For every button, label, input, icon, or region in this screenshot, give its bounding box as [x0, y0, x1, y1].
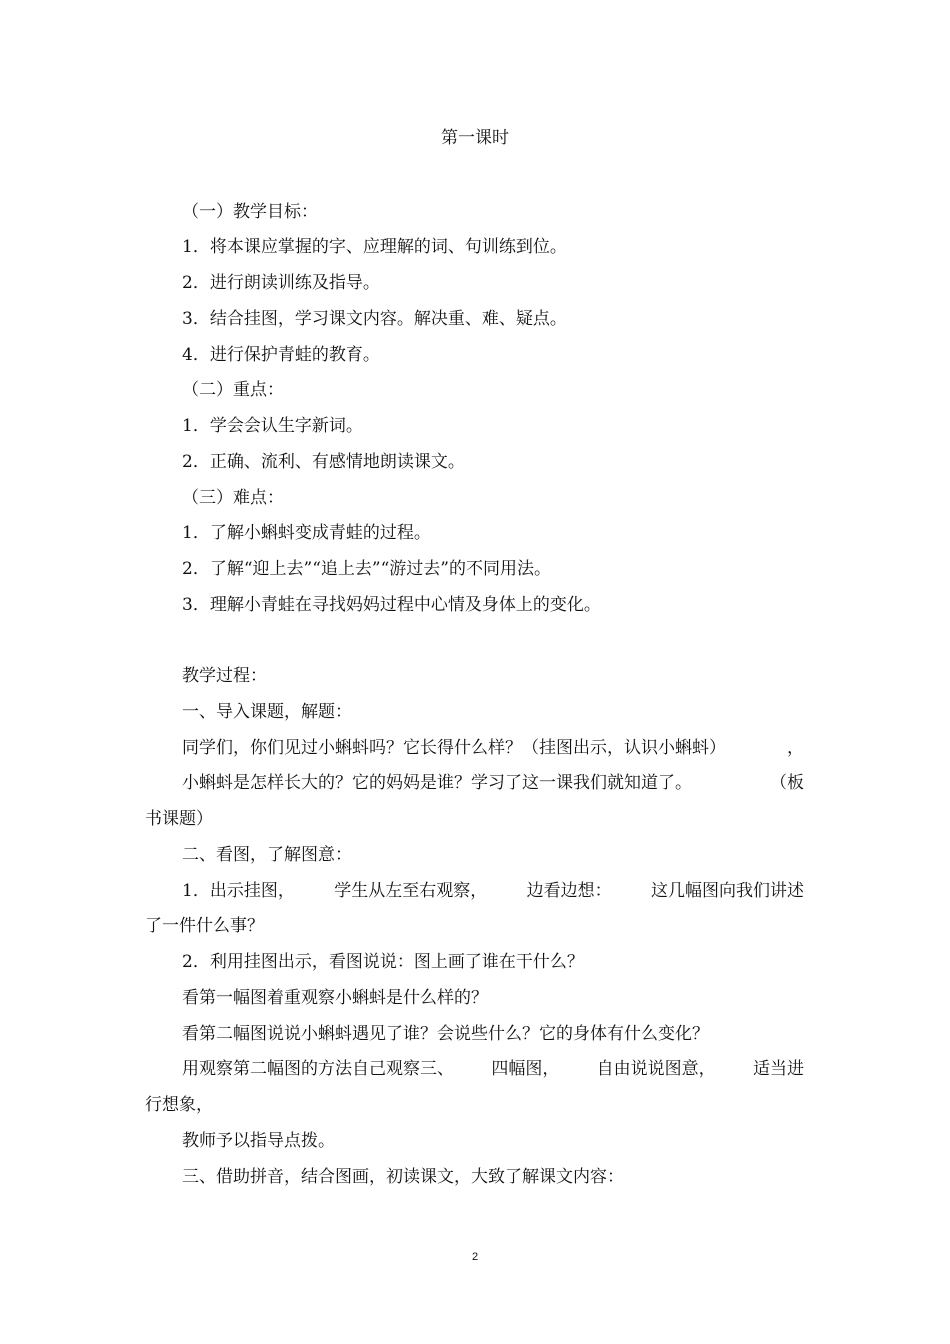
step1-text: （板 [770, 773, 804, 793]
page-title: 第一课时 [441, 128, 509, 148]
step2-paragraph: 教师予以指导点拨。 [182, 1131, 335, 1151]
step2-text: 适当进 [752, 1059, 804, 1079]
objective-item: 2．进行朗读训练及指导。 [182, 273, 380, 293]
step2-text: 学生从左至右观察， [334, 881, 488, 901]
step1-paragraph-line [182, 736, 804, 760]
step1-text: ， [787, 738, 804, 758]
step2-text: 这几幅图向我们讲述 [651, 881, 804, 901]
step1-text: 同学们，你们见过小蝌蚪吗？它长得什么样？（挂图出示，认识小蝌蚪） [182, 738, 726, 758]
step2-text: 边看边想： [526, 881, 612, 901]
key-point-item: 2．正确、流利、有感情地朗读课文。 [182, 452, 465, 472]
page-number: 2 [471, 1251, 479, 1263]
difficulties-heading: （三）难点： [182, 488, 284, 508]
step1-paragraph-line [182, 771, 804, 795]
process-heading: 教学过程： [182, 666, 267, 686]
step1-heading: 一、导入课题，解题： [182, 702, 352, 722]
step2-heading: 二、看图，了解图意： [182, 845, 352, 865]
objective-item: 3．结合挂图，学习课文内容。解决重、难、疑点。 [182, 309, 567, 329]
step1-paragraph-cont: 书课题） [145, 809, 213, 829]
step2-text: 用观察第二幅图的方法自己观察三、 [182, 1059, 454, 1079]
step2-paragraph-cont: 了一件什么事？ [145, 916, 264, 936]
difficulty-item: 2．了解“迎上去”“追上去”“游过去”的不同用法。 [182, 559, 551, 579]
step2-paragraph: 看第二幅图说说小蝌蚪遇见了谁？会说些什么？它的身体有什么变化？ [182, 1024, 709, 1044]
objective-item: 1．将本课应掌握的字、应理解的词、句训练到位。 [182, 237, 567, 257]
objective-item: 4．进行保护青蛙的教育。 [182, 345, 380, 365]
step1-text: 小蝌蚪是怎样长大的？它的妈妈是谁？学习了这一课我们就知道了。 [182, 773, 692, 793]
step2-text: 四幅图， [491, 1059, 560, 1079]
step2-paragraph-cont: 行想象， [145, 1095, 213, 1115]
step2-text: 自由说说图意， [596, 1059, 716, 1079]
step2-paragraph-line [182, 879, 804, 903]
step2-paragraph: 2．利用挂图出示，看图说说：图上画了谁在干什么？ [182, 952, 584, 972]
step3-heading: 三、借助拼音，结合图画，初读课文，大致了解课文内容： [182, 1167, 624, 1187]
difficulty-item: 3．理解小青蛙在寻找妈妈过程中心情及身体上的变化。 [182, 595, 601, 615]
step2-paragraph-line [182, 1057, 804, 1081]
step2-paragraph: 看第一幅图着重观察小蝌蚪是什么样的？ [182, 988, 488, 1008]
step2-text: 1．出示挂图， [182, 881, 295, 901]
objectives-heading: （一）教学目标： [182, 202, 318, 222]
key-points-heading: （二）重点： [182, 380, 284, 400]
difficulty-item: 1．了解小蝌蚪变成青蛙的过程。 [182, 523, 431, 543]
key-point-item: 1．学会会认生字新词。 [182, 416, 363, 436]
